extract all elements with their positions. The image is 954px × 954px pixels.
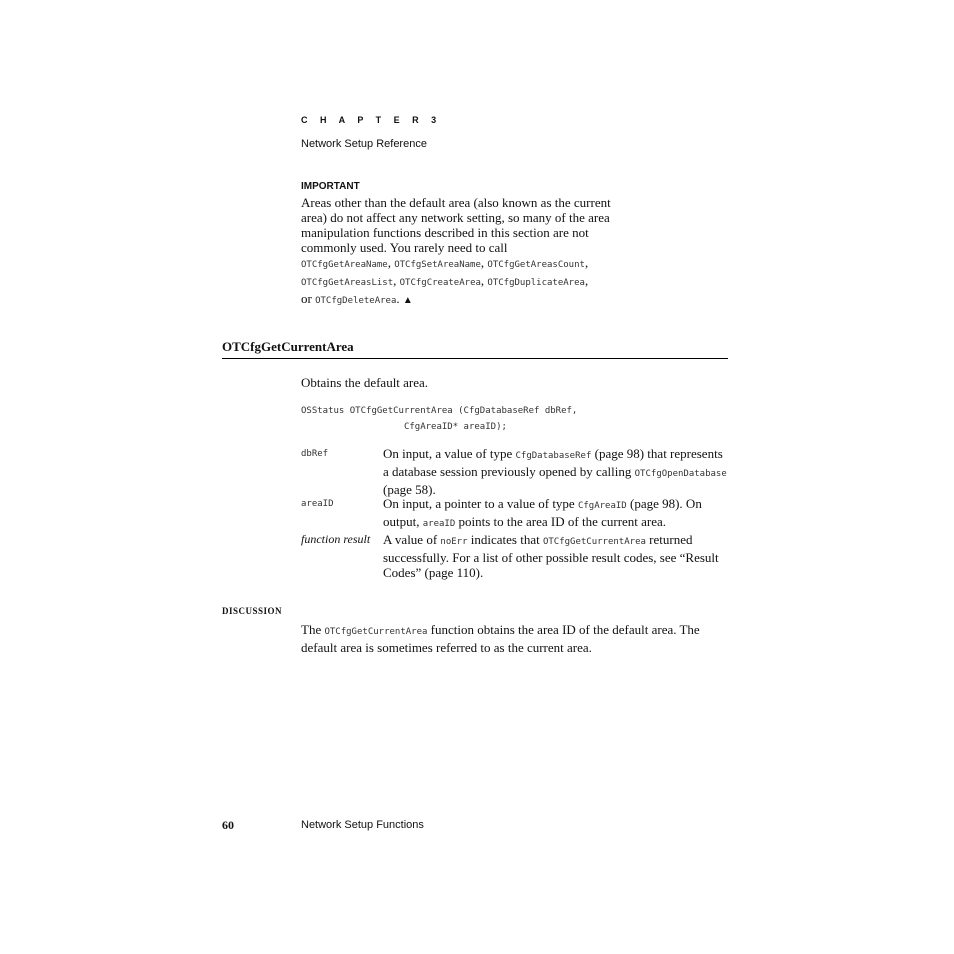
param-name-function-result: function result: [301, 532, 371, 546]
discussion-text: The: [301, 622, 322, 637]
end-triangle-icon: ▲: [402, 295, 413, 306]
discussion-text: function obtains the area ID of the default area. The default area is sometimes referred to as the current area.: [301, 622, 700, 655]
param-text: (page 98). On output,: [383, 496, 702, 529]
code-ref: noErr: [440, 537, 468, 547]
code-ref: OTCfgCreateArea: [399, 278, 481, 288]
param-desc-function-result: [383, 532, 728, 580]
chapter-label: C H A P T E R 3: [301, 115, 442, 125]
param-text: indicates that: [470, 532, 540, 547]
function-heading: OTCfgGetCurrentArea: [222, 339, 354, 354]
param-text: (page 58).: [383, 482, 436, 497]
discussion-label: DISCUSSION: [222, 606, 283, 616]
heading-rule: [222, 358, 728, 359]
param-name-areaid: areaID: [301, 499, 334, 509]
prototype-line: CfgAreaID* areaID);: [301, 422, 507, 432]
important-note: Areas other than the default area (also known as the current area) do not affect any network setting, so many of the area manipulation functions described in this section are not commonly used. You rarely need to call OTCfgGetAreaName, OTCfgSetAreaName, OTCfgGetAreasCount, OTCfgGetAreasList, OTCfgCreateArea, OTCfgDuplicateArea, or OTCfgDeleteArea. ▲: [301, 195, 611, 306]
param-desc-dbref: [383, 446, 728, 497]
code-ref: OTCfgOpenDatabase: [634, 469, 727, 479]
code-ref: OTCfgSetAreaName: [394, 260, 481, 270]
running-header-title: Network Setup Reference: [301, 138, 427, 150]
important-or: or: [301, 291, 312, 306]
param-text: returned successfully. For a list of other possible result codes, see “Result Codes” (page 110).: [383, 532, 719, 580]
function-summary: Obtains the default area.: [301, 375, 429, 390]
important-label: IMPORTANT: [301, 181, 360, 192]
code-ref: OTCfgGetCurrentArea: [542, 537, 646, 547]
prototype-line: OSStatus OTCfgGetCurrentArea (CfgDatabaseRef dbRef,: [301, 406, 578, 416]
page-number: 60: [222, 818, 234, 832]
param-desc-areaid: [383, 496, 728, 532]
important-text: Areas other than the default area (also known as the current area) do not affect any network setting, so many of the area manipulation functions described in this section are not commonly used. You rarely need to call: [301, 195, 611, 255]
param-text: On input, a pointer to a value of type: [383, 496, 575, 511]
code-ref: OTCfgGetAreasList: [301, 278, 394, 288]
param-name-dbref: dbRef: [301, 449, 329, 459]
code-ref: OTCfgGetAreaName: [301, 260, 388, 270]
code-ref: areaID: [422, 519, 456, 529]
discussion-body: [301, 622, 721, 655]
code-ref: CfgAreaID: [577, 501, 627, 511]
param-text: A value of: [383, 532, 438, 547]
param-text: points to the area ID of the current area.: [458, 514, 667, 529]
param-text: On input, a value of type: [383, 446, 513, 461]
code-ref: OTCfgDeleteArea: [315, 296, 397, 306]
function-prototype: [301, 403, 577, 435]
code-ref: CfgDatabaseRef: [515, 451, 592, 461]
footer-title: Network Setup Functions: [301, 819, 424, 831]
code-ref: OTCfgDuplicateArea: [487, 278, 585, 288]
code-ref: OTCfgGetAreasCount: [487, 260, 585, 270]
code-ref: OTCfgGetCurrentArea: [324, 627, 428, 637]
param-text: (page 98) that represents a database session previously opened by calling: [383, 446, 723, 479]
